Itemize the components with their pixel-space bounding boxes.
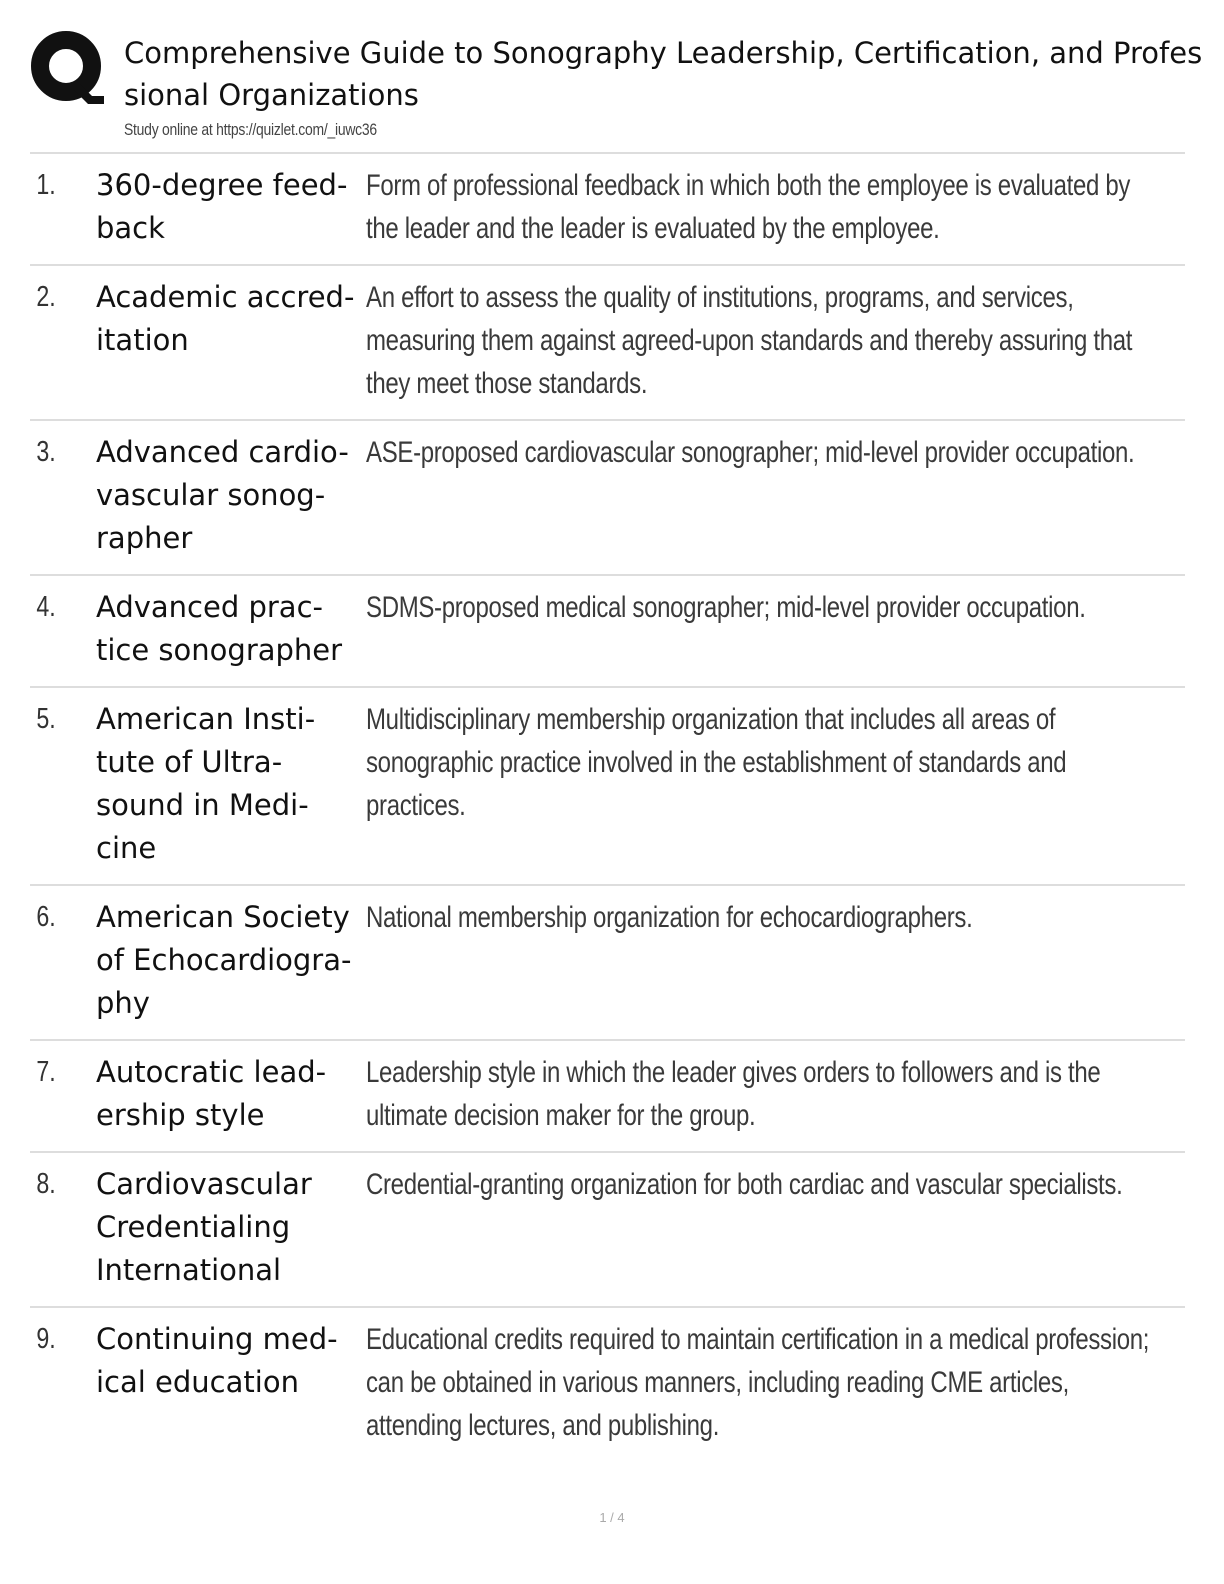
card-number: 5. — [36, 703, 56, 735]
flashcard-list — [30, 152, 1185, 1461]
card-number: 6. — [36, 901, 56, 933]
card-row — [30, 1308, 1185, 1461]
card-definition: Multidisciplinary membership organization that includes all areas of sonographic practice involved in the establishment of standards and practices. — [366, 703, 1067, 822]
page-header — [30, 30, 1210, 150]
card-row — [30, 1153, 1185, 1308]
card-row — [30, 266, 1185, 421]
card-number: 2. — [36, 281, 56, 313]
card-term: 360-degree feed-back — [96, 168, 348, 245]
card-definition: An effort to assess the quality of institutions, programs, and services, measuring them against agreed-upon standards and thereby assuring that they meet those standards. — [366, 281, 1133, 400]
card-term: Autocratic lead-ership style — [96, 1055, 327, 1132]
card-definition: Form of professional feedback in which both the employee is evaluated by the leader and the leader is evaluated by the employee. — [366, 169, 1131, 245]
card-row — [30, 886, 1185, 1041]
card-row — [30, 1041, 1185, 1153]
card-term: Cardiovascular Credentialing International — [96, 1167, 312, 1287]
card-row — [30, 688, 1185, 886]
card-term: Advanced prac-tice sonographer — [96, 590, 343, 667]
card-number: 4. — [36, 591, 56, 623]
card-term: Advanced cardio-vascular sonog-rapher — [96, 435, 349, 555]
card-row — [30, 576, 1185, 688]
card-definition: Educational credits required to maintain certification in a medical profession; can be obtained in various manners, including reading CME articles, attending lectures, and publishing. — [366, 1323, 1150, 1442]
card-number: 9. — [36, 1323, 56, 1355]
card-definition: SDMS-proposed medical sonographer; mid-level provider occupation. — [366, 591, 1086, 624]
card-number: 7. — [36, 1056, 56, 1088]
card-term: American Society of Echocardiogra-phy — [96, 900, 352, 1020]
card-term: Continuing med-ical education — [96, 1322, 338, 1399]
card-definition: National membership organization for echocardiographers. — [366, 901, 973, 934]
card-number: 8. — [36, 1168, 56, 1200]
card-row — [30, 421, 1185, 576]
quizlet-logo — [30, 30, 106, 106]
study-online-link[interactable]: Study online at https://quizlet.com/_iuwc36 — [124, 120, 377, 139]
page-title: Comprehensive Guide to Sonography Leadership, Certification, and Professional Organizations — [124, 36, 1203, 112]
card-row — [30, 154, 1185, 266]
card-number: 3. — [36, 436, 56, 468]
card-term: Academic accred-itation — [96, 280, 355, 357]
card-definition: Leadership style in which the leader gives orders to followers and is the ultimate decision maker for the group. — [366, 1056, 1101, 1132]
card-number: 1. — [36, 169, 56, 201]
card-term: American Insti-tute of Ultra-sound in Medi-cine — [96, 702, 316, 865]
card-definition: Credential-granting organization for both cardiac and vascular specialists. — [366, 1168, 1123, 1201]
page-number: 1 / 4 — [599, 1510, 625, 1525]
card-definition: ASE-proposed cardiovascular sonographer; mid-level provider occupation. — [366, 436, 1135, 469]
